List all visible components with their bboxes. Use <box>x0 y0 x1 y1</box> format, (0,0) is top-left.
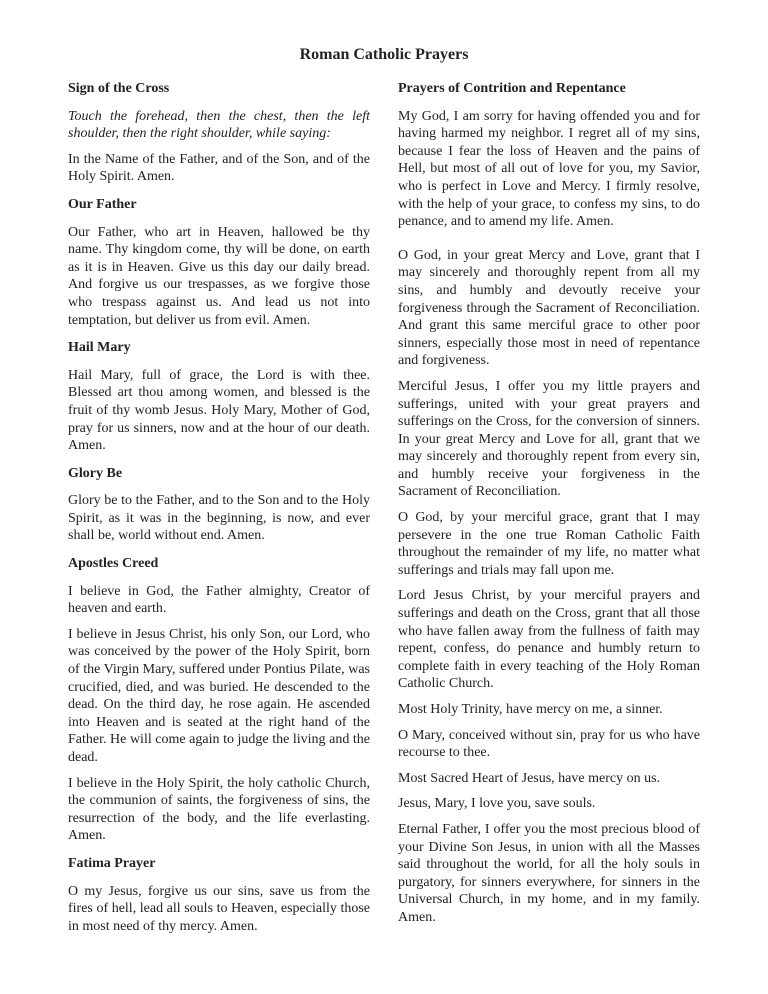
contrition-heading: Prayers of Contrition and Repentance <box>398 81 626 96</box>
contrition-paragraph: Most Holy Trinity, have mercy on me, a sinner. <box>398 702 663 717</box>
hail-mary-heading: Hail Mary <box>68 340 131 356</box>
contrition-paragraph: My God, I am sorry for having offended you and for having harmed my neighbor. I regret all of my sins, because I fear the loss of Heaven and the pains of Hell, but most of all out of love for you, my Savior, who is perfect in Love and Mercy. I firmly resolve, with the help of your grace, to confess my sins, to do penance, and to amend my life. Amen. <box>398 108 700 230</box>
contrition-paragraph: O God, by your merciful grace, grant that I may persevere in the one true Roman Catholic Faith throughout the remainder of my life, no matter what sufferings and trials may fall upon me. <box>398 510 700 578</box>
fatima-prayer-text: O my Jesus, forgive us our sins, save us from the fires of hell, lead all souls to Heaven, especially those in most need of thy mercy. Amen. <box>68 883 370 934</box>
sign-of-the-cross-instruction: Touch the forehead, then the chest, then the left shoulder, then the right shoulder, while saying: <box>68 108 370 142</box>
contrition-paragraph: Eternal Father, I offer you the most precious blood of your Divine Son Jesus, in union with all the Masses said throughout the world, for all the holy souls in purgatory, for sinners everywhere, for sinners in the Universal Church, in my home, and in my family. Amen. <box>398 821 700 925</box>
contrition-paragraph: O God, in your great Mercy and Love, grant that I may sincerely and thoroughly repent from all my sins, and humbly and devoutly receive your forgiveness through the Sacrament of Reconciliation. And grant this same merciful grace to other poor sinners, especially those most in need of repentance and forgiveness. <box>398 247 700 369</box>
apostles-creed-heading: Apostles Creed <box>68 556 159 572</box>
contrition-paragraph: O Mary, conceived without sin, pray for us who have recourse to thee. <box>398 727 700 761</box>
apostles-creed-paragraph: I believe in God, the Father almighty, Creator of heaven and earth. <box>68 583 370 617</box>
sign-of-the-cross-heading: Sign of the Cross <box>68 81 170 96</box>
contrition-paragraph: Most Sacred Heart of Jesus, have mercy on us. <box>398 770 661 786</box>
glory-be-heading: Glory Be <box>68 465 123 481</box>
apostles-creed-paragraph: I believe in Jesus Christ, his only Son, our Lord, who was conceived by the power of the Holy Spirit, born of the Virgin Mary, suffered under Pontius Pilate, was crucified, died, and was buried. He descended to the dead. On the third day, he rose again. He ascended into Heaven and is seated at the right hand of the Father. He will come again to judge the living and the dead. <box>68 626 370 765</box>
page-title: Roman Catholic Prayers <box>299 46 469 63</box>
sign-of-the-cross-text: In the Name of the Father, and of the Son, and of the Holy Spirit. Amen. <box>68 151 370 185</box>
contrition-paragraph: Lord Jesus Christ, by your merciful prayers and sufferings and death on the Cross, grant that all those who have fallen away from the fullness of faith may repent, confess, do penance and humbly return to complete faith in every teaching of the Holy Roman Catholic Church. <box>398 588 700 692</box>
right-column <box>398 80 700 935</box>
contrition-paragraph: Jesus, Mary, I love you, save souls. <box>398 796 596 812</box>
glory-be-text: Glory be to the Father, and to the Son and to the Holy Spirit, as it was in the beginning, is now, and ever shall be, world without end. Amen. <box>68 493 370 544</box>
hail-mary-text: Hail Mary, full of grace, the Lord is with thee. Blessed art thou among women, and blessed is the fruit of thy womb Jesus. Holy Mary, Mother of God, pray for us sinners, now and at the hour of our death. Amen. <box>68 367 370 454</box>
fatima-prayer-heading: Fatima Prayer <box>68 855 156 871</box>
apostles-creed-paragraph: I believe in the Holy Spirit, the holy catholic Church, the communion of saints, the forgiveness of sins, the resurrection of the body, and the life everlasting. Amen. <box>68 775 370 844</box>
our-father-text: Our Father, who art in Heaven, hallowed be thy name. Thy kingdom come, thy will be done, on earth as it is in Heaven. Give us this day our daily bread. And forgive us our trespasses, as we forgive those who trespass against us. And lead us not into temptation, but deliver us from evil. Amen. <box>68 224 370 328</box>
our-father-heading: Our Father <box>68 196 137 212</box>
left-column <box>68 80 370 943</box>
contrition-paragraph: Merciful Jesus, I offer you my little prayers and sufferings, united with your great prayers and sufferings on the Cross, for the conversion of sinners. In your great Mercy and Love for all, grant that we may sincerely and thoroughly repent from every sin, and humbly receive your forgiveness in the Sacrament of Reconciliation. <box>398 378 700 500</box>
